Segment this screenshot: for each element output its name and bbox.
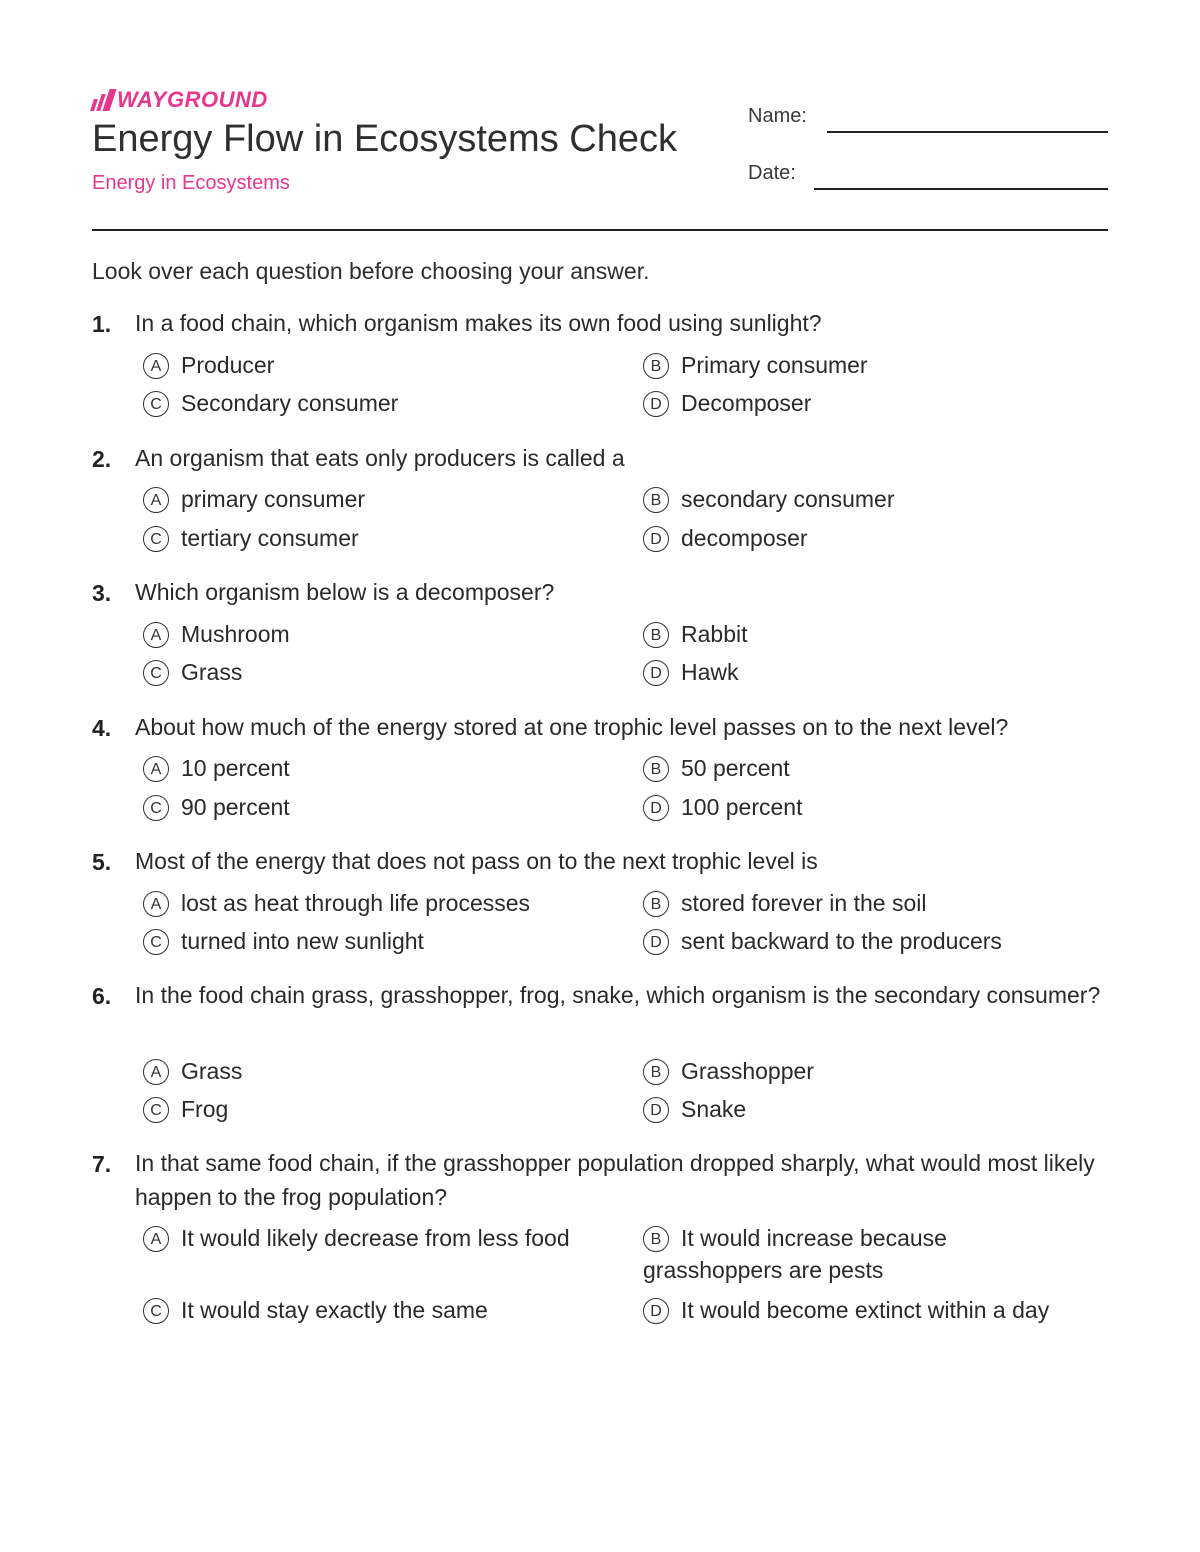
option-text: secondary consumer: [681, 486, 895, 512]
option-letter: D: [643, 1097, 669, 1123]
brand-logo: [92, 86, 268, 114]
page-title: Energy Flow in Ecosystems Check: [92, 118, 677, 160]
option-letter: A: [143, 622, 169, 648]
option-text: Grass: [181, 659, 243, 685]
option-text: It would increase because grasshoppers are pests: [643, 1225, 947, 1283]
question-number: 2.: [92, 446, 112, 472]
option-text: Secondary consumer: [181, 390, 399, 416]
instructions: Look over each question before choosing your answer.: [92, 258, 650, 284]
q3-option-d[interactable]: [643, 656, 1103, 688]
q6-option-c[interactable]: [143, 1093, 583, 1125]
q2-option-c[interactable]: [143, 522, 583, 554]
option-letter: A: [143, 756, 169, 782]
wayground-logo-icon: [92, 89, 113, 111]
q6-option-a[interactable]: [143, 1055, 583, 1087]
option-text: primary consumer: [181, 486, 366, 512]
q4-option-b[interactable]: [643, 752, 1103, 784]
name-label: Name:: [748, 105, 807, 127]
option-letter: B: [643, 622, 669, 648]
option-letter: A: [143, 1059, 169, 1085]
q5-option-c[interactable]: [143, 925, 583, 957]
q7-option-a[interactable]: [143, 1222, 573, 1254]
q7-option-b[interactable]: [643, 1222, 993, 1286]
q6-option-b[interactable]: [643, 1055, 1103, 1087]
option-letter: C: [143, 1097, 169, 1123]
q5-option-a[interactable]: [143, 887, 583, 919]
option-letter: D: [643, 1298, 669, 1324]
question-number: 3.: [92, 580, 112, 606]
option-letter: B: [643, 1226, 669, 1252]
option-text: Grass: [181, 1058, 243, 1084]
q5-option-d[interactable]: [643, 925, 1103, 957]
name-field[interactable]: [827, 131, 1108, 133]
header-divider: [92, 229, 1108, 231]
question-text: In a food chain, which organism makes its own food using sunlight?: [135, 310, 822, 336]
q3-option-b[interactable]: [643, 618, 1103, 650]
option-letter: B: [643, 487, 669, 513]
date-field[interactable]: [814, 188, 1108, 190]
question-number: 1.: [92, 311, 112, 337]
q1-option-c[interactable]: [143, 387, 583, 419]
option-text: Primary consumer: [681, 352, 868, 378]
option-text: Snake: [681, 1096, 747, 1122]
q3-option-c[interactable]: [143, 656, 583, 688]
page-subtitle: Energy in Ecosystems: [92, 172, 290, 194]
q6-option-d[interactable]: [643, 1093, 1103, 1125]
q4-option-c[interactable]: [143, 791, 583, 823]
option-letter: C: [143, 1298, 169, 1324]
option-text: 100 percent: [681, 794, 803, 820]
option-letter: C: [143, 526, 169, 552]
q1-option-d[interactable]: [643, 387, 1103, 419]
option-text: decomposer: [681, 525, 808, 551]
option-letter: D: [643, 660, 669, 686]
option-text: tertiary consumer: [181, 525, 359, 551]
option-text: Decomposer: [681, 390, 812, 416]
question-text: In the food chain grass, grasshopper, frog, snake, which organism is the secondary consumer?: [135, 982, 1101, 1008]
q3-option-a[interactable]: [143, 618, 583, 650]
question-text: An organism that eats only producers is called a: [135, 445, 625, 471]
option-letter: D: [643, 391, 669, 417]
option-letter: B: [643, 756, 669, 782]
option-letter: B: [643, 353, 669, 379]
logo-text: WAYGROUND: [117, 87, 268, 112]
question-number: 4.: [92, 715, 112, 741]
q2-option-a[interactable]: [143, 483, 583, 515]
option-text: 50 percent: [681, 755, 790, 781]
option-text: sent backward to the producers: [681, 928, 1002, 954]
question-number: 7.: [92, 1151, 112, 1177]
option-letter: B: [643, 1059, 669, 1085]
option-letter: A: [143, 891, 169, 917]
q4-option-d[interactable]: [643, 791, 1103, 823]
q5-option-b[interactable]: [643, 887, 1103, 919]
date-label: Date:: [748, 162, 796, 184]
option-text: It would become extinct within a day: [681, 1297, 1050, 1323]
question-number: 6.: [92, 983, 112, 1009]
option-letter: A: [143, 353, 169, 379]
option-letter: B: [643, 891, 669, 917]
option-text: 90 percent: [181, 794, 290, 820]
option-text: Grasshopper: [681, 1058, 814, 1084]
question-text: Which organism below is a decomposer?: [135, 579, 555, 605]
question-number: 5.: [92, 849, 112, 875]
option-letter: A: [143, 487, 169, 513]
option-text: Rabbit: [681, 621, 748, 647]
option-text: Frog: [181, 1096, 229, 1122]
q1-option-a[interactable]: [143, 349, 583, 381]
option-letter: C: [143, 660, 169, 686]
option-letter: C: [143, 795, 169, 821]
q2-option-b[interactable]: [643, 483, 1103, 515]
q2-option-d[interactable]: [643, 522, 1103, 554]
option-text: It would stay exactly the same: [181, 1297, 488, 1323]
option-letter: D: [643, 526, 669, 552]
option-text: lost as heat through life processes: [181, 890, 531, 916]
option-letter: D: [643, 929, 669, 955]
q4-option-a[interactable]: [143, 752, 583, 784]
option-letter: A: [143, 1226, 169, 1252]
question-text: About how much of the energy stored at one trophic level passes on to the next level?: [135, 714, 1009, 740]
option-text: 10 percent: [181, 755, 290, 781]
option-text: It would likely decrease from less food: [181, 1225, 570, 1251]
option-text: Hawk: [681, 659, 739, 685]
q1-option-b[interactable]: [643, 349, 1103, 381]
question-text: Most of the energy that does not pass on to the next trophic level is: [135, 848, 818, 874]
question-text: In that same food chain, if the grasshopper population dropped sharply, what would most likely happen to the frog population?: [135, 1150, 1095, 1210]
option-letter: C: [143, 929, 169, 955]
option-letter: C: [143, 391, 169, 417]
option-text: Producer: [181, 352, 275, 378]
option-text: turned into new sunlight: [181, 928, 424, 954]
q7-option-d[interactable]: [643, 1294, 1108, 1326]
option-text: Mushroom: [181, 621, 290, 647]
q7-option-c[interactable]: [143, 1294, 583, 1326]
option-letter: D: [643, 795, 669, 821]
option-text: stored forever in the soil: [681, 890, 927, 916]
